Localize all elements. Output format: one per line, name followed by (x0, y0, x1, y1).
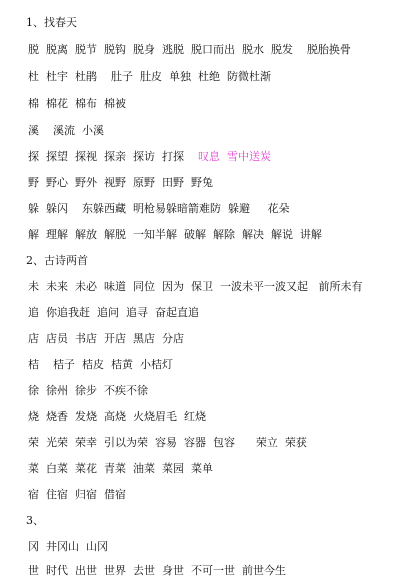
vocab-row-xu: 徐 徐州 徐步 不疾不徐 (28, 384, 148, 397)
vocab-row-gang: 冈 井冈山 山冈 (28, 540, 108, 553)
vocab-row-mian: 棉 棉花 棉布 棉被 (28, 97, 126, 110)
section-3-heading: 3、 (26, 514, 44, 527)
vocab-row-shao: 烧 烧香 发烧 高烧 火烧眉毛 红烧 (28, 410, 206, 423)
section-2-heading: 2、古诗两首 (26, 254, 88, 267)
vocab-row-rong: 荣 光荣 荣幸 引以为荣 容易 容器 包容 荣立 荣获 (28, 436, 307, 449)
vocab-row-xi: 溪 溪流 小溪 (28, 124, 104, 137)
section-1-heading: 1、找春天 (26, 16, 77, 29)
vocab-row-jie: 解 理解 解放 解脱 一知半解 破解 解除 解决 解说 讲解 (28, 228, 322, 241)
vocab-row-tan-text: 探 探望 探视 探亲 探访 打探 (28, 150, 198, 163)
vocab-row-duo: 躲 躲闪 东躲西藏 明枪易躲暗箭难防 躲避 花朵 (28, 202, 290, 215)
vocab-row-tan (28, 148, 396, 166)
vocab-row-du: 杜 杜宇 杜鹃 肚子 肚皮 单独 杜绝 防微杜渐 (28, 70, 271, 83)
vocab-row-su: 宿 住宿 归宿 借宿 (28, 488, 126, 501)
vocab-row-tuo: 脱 脱离 脱节 脱钩 脱身 逃脱 脱口而出 脱水 脱发 脱胎换骨 (28, 43, 351, 56)
vocab-row-zhui: 追 你追我赶 追问 追寻 奋起直追 (28, 306, 199, 319)
vocab-row-ju: 桔 桔子 桔皮 桔黄 小桔灯 (28, 358, 173, 371)
vocab-row-cai: 菜 白菜 菜花 青菜 油菜 菜园 菜单 (28, 462, 213, 475)
vocab-row-ye: 野 野心 野外 视野 原野 田野 野兔 (28, 176, 213, 189)
vocab-row-dian: 店 店员 书店 开店 黑店 分店 (28, 332, 184, 345)
vocab-row-tan-accent: 叹息 雪中送炭 (197, 150, 271, 163)
vocab-row-shi: 世 时代 出世 世界 去世 身世 不可一世 前世今生 (28, 564, 286, 577)
vocab-row-wei: 未 未来 未必 味道 同位 因为 保卫 一波未平一波又起 前所未有 (28, 280, 363, 293)
